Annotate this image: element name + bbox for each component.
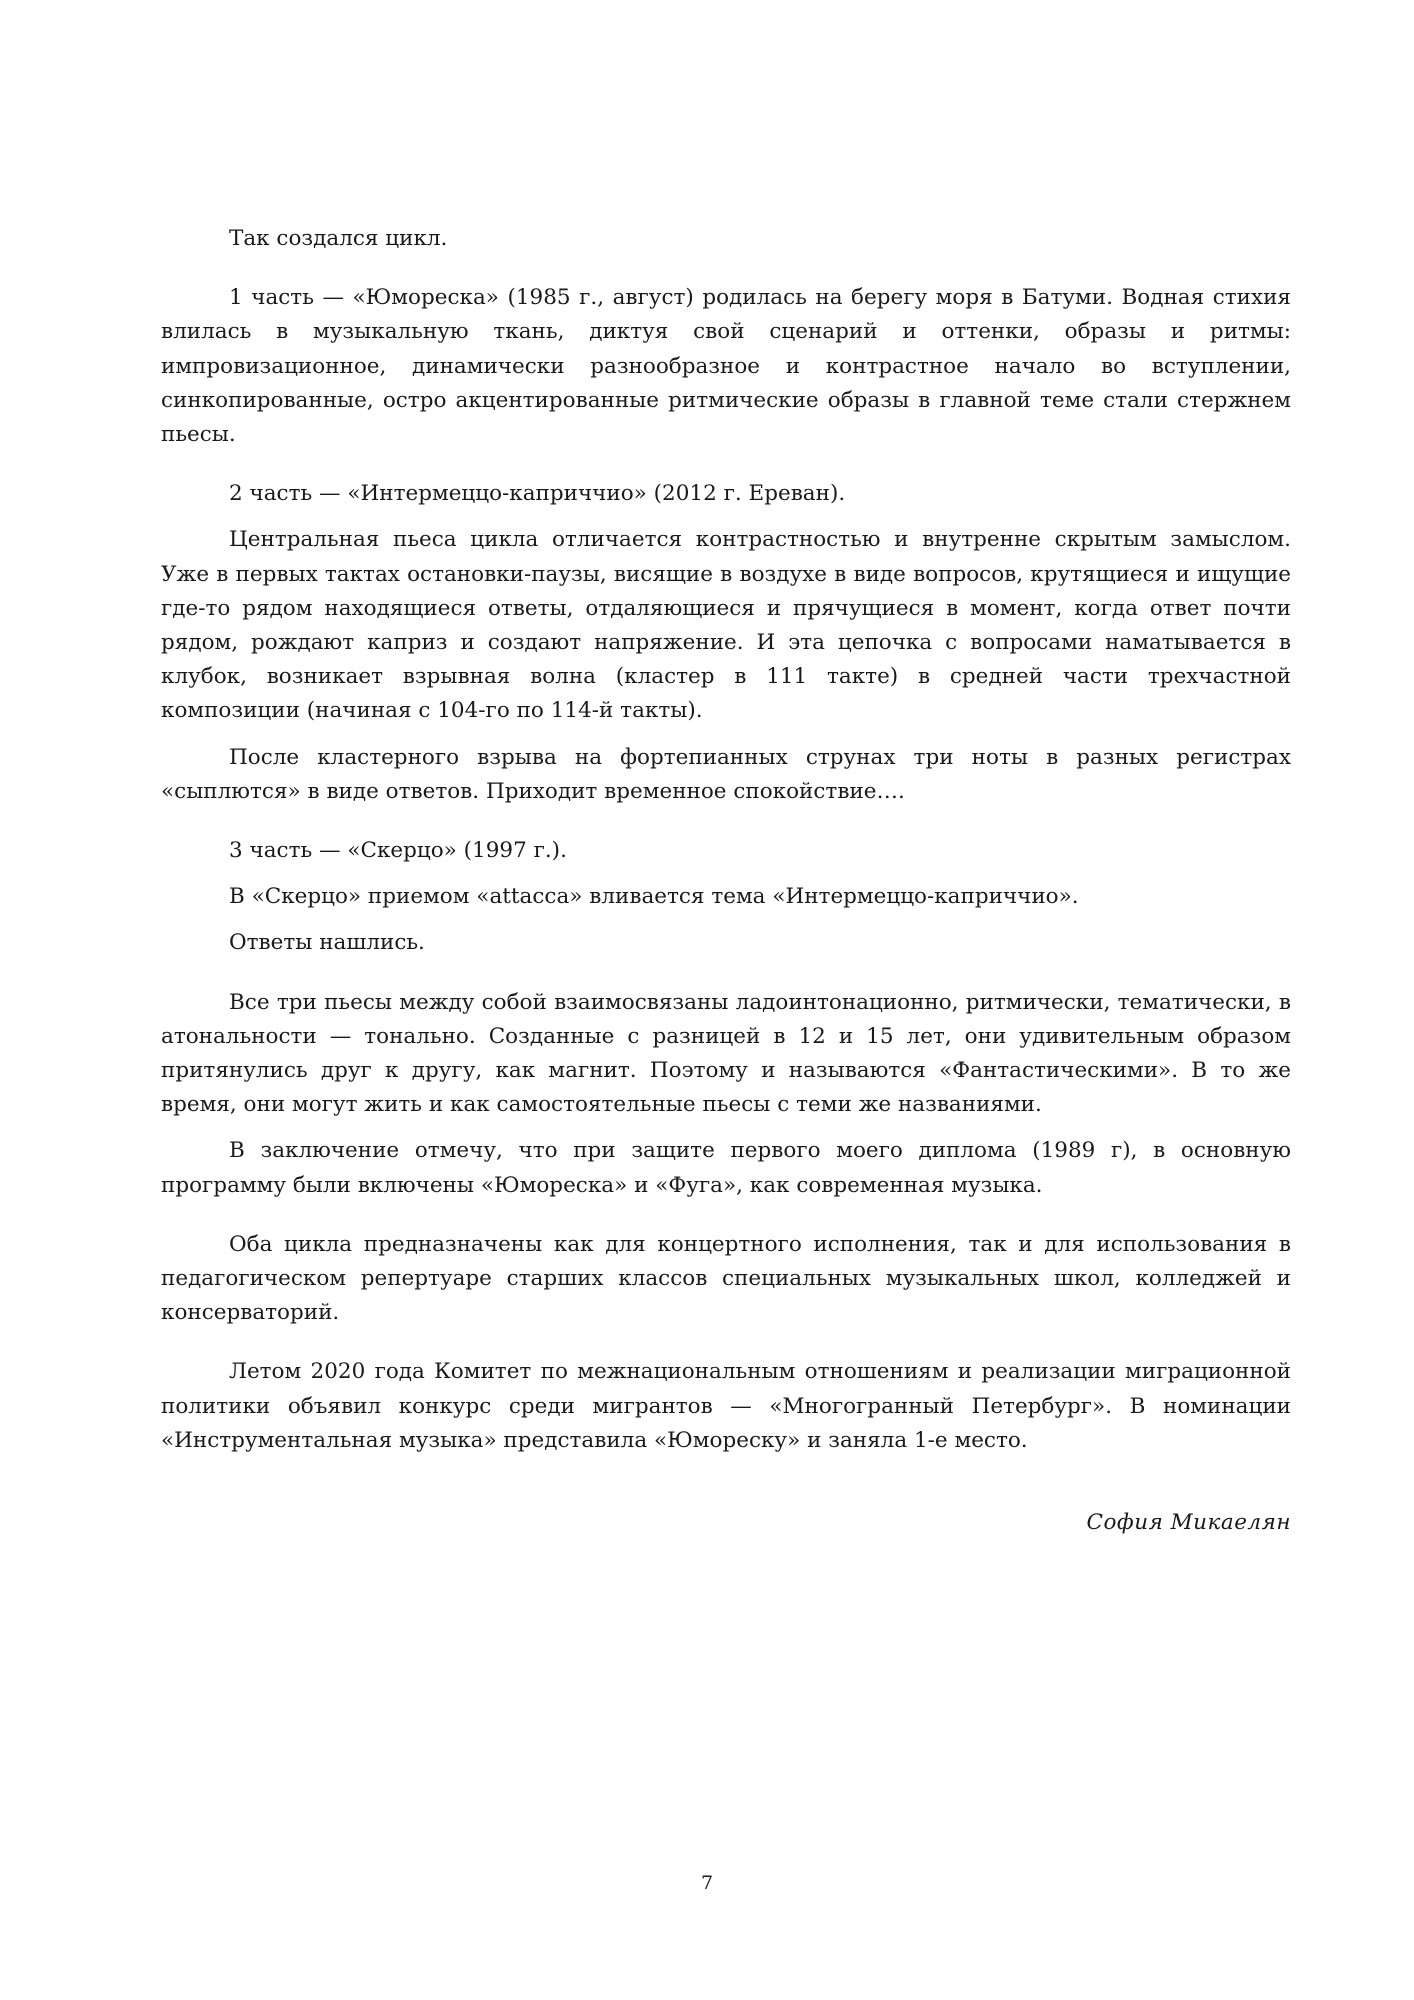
author-signature: София Микаелян <box>1086 1510 1291 1535</box>
paragraph-answers-found: Ответы нашлись. <box>229 930 425 956</box>
paragraph-interconnection: Все три пьесы между собой взаимосвязаны ладоинтонационно, ритмически, тематически, в атональности — тонально. Созданные с разницей в 12 и 15 лет, они удивительным образом притянулись друг к другу, как магнит. Поэтому и называются «Фантастическими». В то же время, они могут жить и как самостоятельные пьесы с теми же названиями. <box>161 989 1291 1118</box>
paragraph-part2-heading: 2 часть — «Интермеццо-каприччио» (2012 г. Ереван). <box>229 481 846 507</box>
document-body <box>161 222 1291 1458</box>
paragraph-part1-humoresque: 1 часть — «Юмореска» (1985 г., август) родилась на берегу моря в Батуми. Водная стихия влилась в музыкальную ткань, диктуя свой сценарий и оттенки, образы и ритмы: импровизационное, динамически разнообразное и контрастное начало во вступлении, синкопированные, остро акцентированные ритмические образы в главной теме стали стержнем пьесы. <box>161 285 1291 448</box>
page-number: 7 <box>700 1872 714 1894</box>
paragraph-part3-heading: 3 часть — «Скерцо» (1997 г.). <box>229 838 567 864</box>
paragraph-scherzo-attacca: В «Скерцо» приемом «attacca» вливается тема «Интермеццо-каприччио». <box>229 884 1079 910</box>
paragraph-cluster: После кластерного взрыва на фортепианных струнах три ноты в разных регистрах «сыплются» в виде ответов. Приходит временное спокойствие…. <box>161 744 1291 804</box>
paragraph-part2-description: Центральная пьеса цикла отличается контрастностью и внутренне скрытым замыслом. Уже в первых тактах остановки-паузы, висящие в воздухе в виде вопросов, крутящиеся и ищущие где-то рядом находящиеся ответы, отдаляющиеся и прячущиеся в момент, когда ответ почти рядом, рождают каприз и создают напряжение. И эта цепочка с вопросами наматывается в клубок, возникает взрывная волна (кластер в 111 такте) в средней части трехчастной композиции (начиная с 104-го по 114-й такты). <box>161 527 1291 724</box>
paragraph-purpose: Оба цикла предназначены как для концертного исполнения, так и для использования в педагогическом репертуаре старших классов специальных музыкальных школ, колледжей и консерваторий. <box>161 1231 1291 1326</box>
paragraph-diploma: В заключение отмечу, что при защите первого моего диплома (1989 г), в основную программу были включены «Юмореска» и «Фуга», как современная музыка. <box>161 1138 1291 1198</box>
paragraph-intro: Так создался цикл. <box>229 226 448 251</box>
paragraph-competition: Летом 2020 года Комитет по межнациональным отношениям и реализации миграционной политики объявил конкурс среди мигрантов — «Многогранный Петербург». В номинации «Инструментальная музыка» представила «Юмореску» и заняла 1-е место. <box>161 1359 1291 1453</box>
